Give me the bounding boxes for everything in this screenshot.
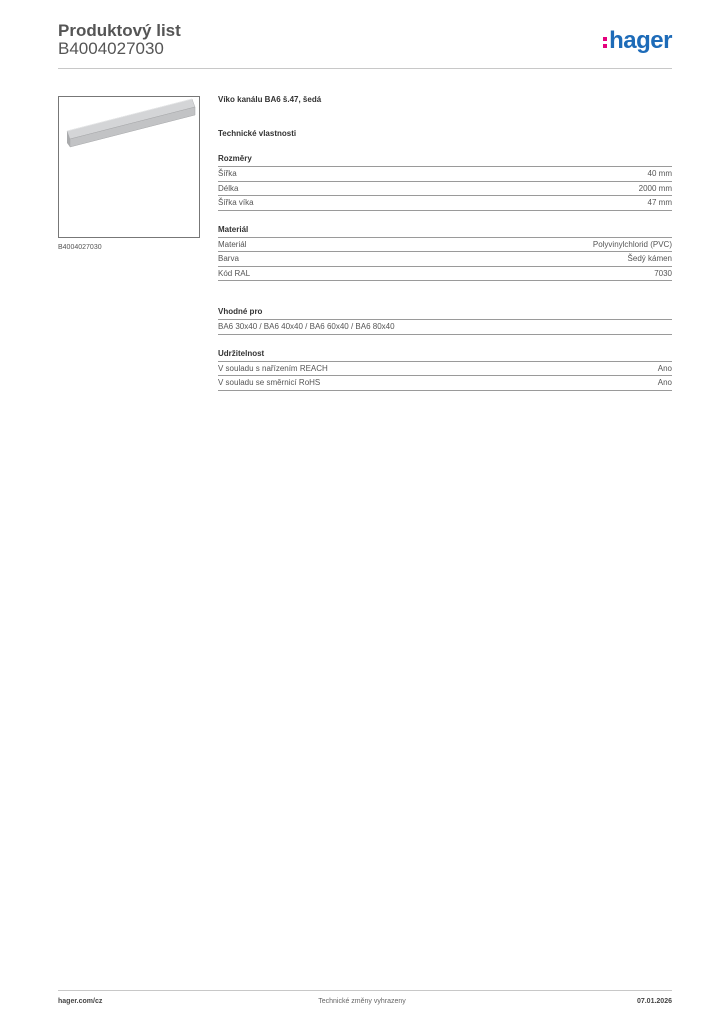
spec-value: Polyvinylchlorid (PVC) [592,239,672,249]
spec-content [218,94,672,391]
footer-date: 07.01.2026 [636,998,672,1005]
hager-logo [603,28,672,54]
section-material [218,223,672,282]
spec-row [218,320,672,335]
page-title: Produktový list [58,21,181,40]
spec-label: Šířka [218,169,237,178]
footer-website-link[interactable]: hager.com/cz [58,998,103,1005]
spec-value: 47 mm [647,198,672,207]
spec-value: Šedý kámen [627,254,672,263]
spec-row [218,376,672,391]
section-title: Udržitelnost [218,347,672,362]
spec-label: Délka [218,183,239,193]
spec-value: Ano [657,378,672,387]
spec-label: Barva [218,254,239,263]
spec-row [218,238,672,253]
section-title: Materiál [218,223,672,238]
image-caption: B4004027030 [58,244,102,251]
product-name: Víko kanálu BA6 š.47, šedá [218,95,322,104]
logo-text: hager [609,27,672,54]
section-rozmery [218,152,672,211]
spec-value: Ano [657,363,672,373]
spec-value: 7030 [654,268,672,278]
logo-dots-icon [603,37,607,48]
channel-cover-illustration [59,97,199,237]
footer-divider [58,990,672,991]
spec-row [218,167,672,182]
spec-label: BA6 30x40 / BA6 40x40 / BA6 60x40 / BA6 80x40 [218,322,395,331]
header-divider [58,68,672,69]
tech-heading: Technické vlastnosti [218,129,297,138]
spec-row [218,267,672,282]
section-title: Rozměry [218,152,672,167]
spec-label: V souladu s nařízením REACH [218,363,328,373]
product-code: B4004027030 [58,39,164,58]
section-udrzitelnost [218,347,672,391]
spec-label: Šířka víka [218,198,254,207]
spec-label: V souladu se směrnicí RoHS [218,378,321,387]
spec-value: 2000 mm [638,183,672,193]
spec-label: Kód RAL [218,268,251,278]
spec-label: Materiál [218,239,247,249]
spec-row [218,252,672,267]
section-vhodne-pro [218,305,672,335]
product-image [58,96,200,238]
footer-disclaimer: Technické změny vyhrazeny [318,998,406,1005]
section-title: Vhodné pro [218,305,672,320]
spec-row [218,182,672,197]
spec-row [218,362,672,377]
spec-value: 40 mm [647,169,672,178]
spec-row [218,196,672,211]
